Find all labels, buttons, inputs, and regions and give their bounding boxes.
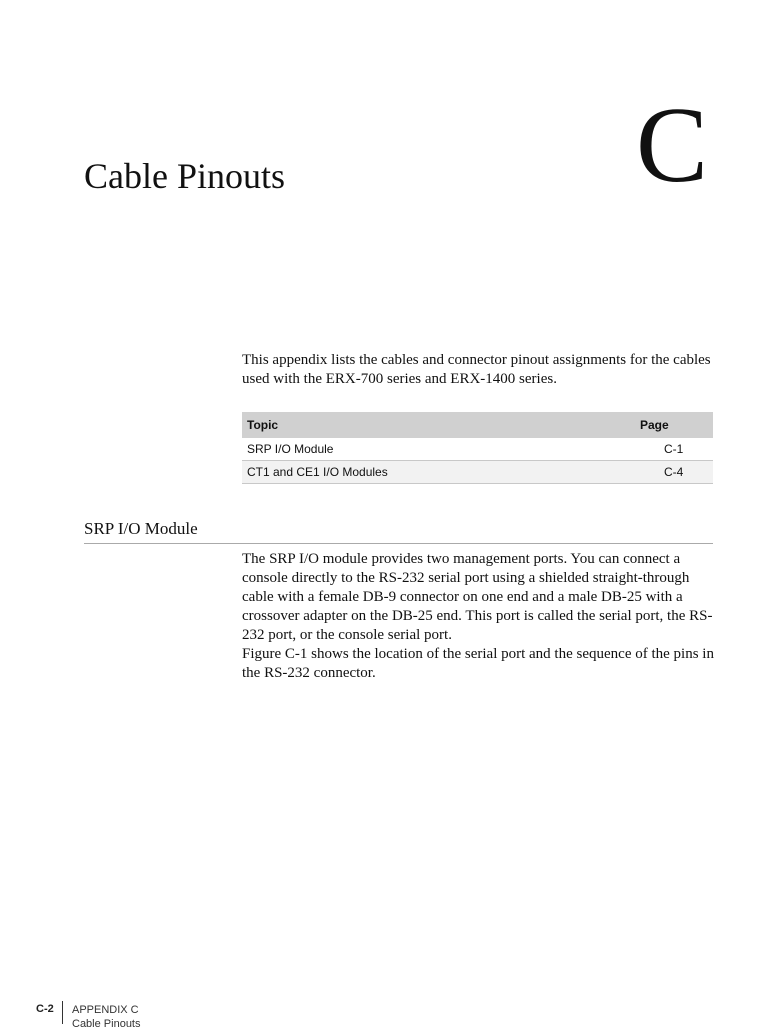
footer-chapter-title: Cable Pinouts xyxy=(72,1018,141,1030)
chapter-title: Cable Pinouts xyxy=(84,156,286,196)
topic-cell[interactable]: CT1 and CE1 I/O Modules xyxy=(242,461,640,484)
topic-cell[interactable]: SRP I/O Module xyxy=(242,438,640,461)
body-paragraph: Figure C-1 shows the location of the serial port and the sequence of the pins in the RS-232 connector. xyxy=(242,646,714,681)
page-cell[interactable]: C-1 xyxy=(640,438,713,461)
table-row[interactable] xyxy=(242,461,713,484)
chapter-letter: C xyxy=(636,86,709,205)
page-column-header: Page xyxy=(640,412,713,438)
table-header-row xyxy=(242,412,713,438)
page-cell[interactable]: C-4 xyxy=(640,461,713,484)
footer-page-number: C-2 xyxy=(36,1003,54,1015)
body-paragraph: The SRP I/O module provides two management ports. You can connect a console directly to the RS-232 serial port using a shielded straight-through cable with a female DB-9 connector on one end and a male DB-25 with a crossover adapter on the DB-25 end. This port is called the serial port, the RS-232 port, or the console serial port. xyxy=(242,551,713,643)
topic-table xyxy=(242,412,713,484)
footer-divider xyxy=(62,1001,63,1024)
intro-paragraph: This appendix lists the cables and connector pinout assignments for the cables used with the ERX-700 series and ERX-1400 series. xyxy=(242,352,711,387)
topic-column-header: Topic xyxy=(242,412,640,438)
section-divider xyxy=(84,543,713,544)
table-row[interactable] xyxy=(242,438,713,461)
section-body xyxy=(242,550,714,683)
footer-appendix-label: APPENDIX C xyxy=(72,1004,139,1016)
section-heading: SRP I/O Module xyxy=(84,519,198,538)
